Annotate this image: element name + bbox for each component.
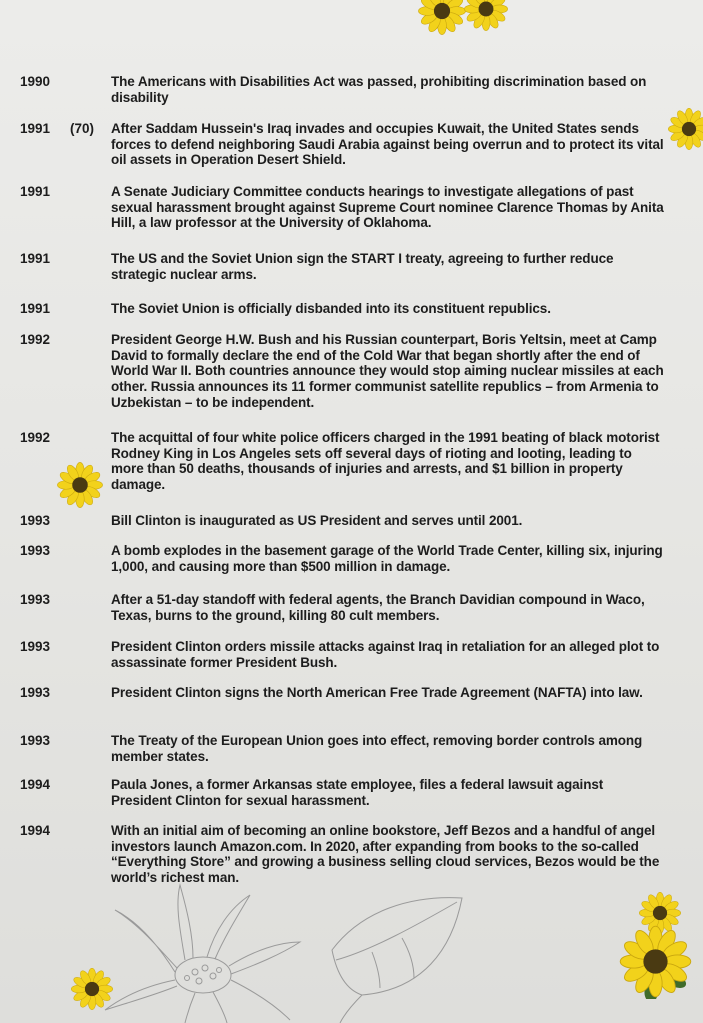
entry-text: Bill Clinton is inaugurated as US President and serves until 2001.: [111, 513, 523, 528]
entry-text: A Senate Judiciary Committee conducts hearings to investigate allegations of past sexual harassment brought against Supreme Court nominee Clarence Thomas by Anita Hill, a law professor at the University of Oklahoma.: [111, 184, 664, 231]
entry-text: A bomb explodes in the basement garage of the World Trade Center, killing six, injuring 1,000, and causing more than $500 million in damage.: [111, 543, 663, 574]
entry-year: 1993: [20, 639, 51, 654]
entry-text: President Clinton orders missile attacks against Iraq in retaliation for an alleged plot to assassinate former President Bush.: [111, 639, 660, 670]
entry-text: The Americans with Disabilities Act was passed, prohibiting discrimination based on disability: [111, 74, 647, 105]
entry-year: 1993: [20, 733, 51, 748]
entry-year: 1993: [20, 592, 51, 607]
entry-year: 1991: [20, 121, 51, 136]
entry-note: (70): [70, 121, 95, 136]
sunflower-icon: [618, 924, 693, 999]
entry-text: With an initial aim of becoming an online bookstore, Jeff Bezos and a handful of angel investors launch Amazon.com. In 2020, after expanding from books to the so-called “Everything Store” and growing a business selling cloud services, Bezos would be the world’s richest man.: [111, 823, 660, 886]
entry-text: The acquittal of four white police officers charged in the 1991 beating of black motorist Rodney King in Los Angeles sets off several days of rioting and looting, leading to more than 50 deaths, thousands of injuries and arrests, and $1 billion in property damage.: [111, 430, 660, 493]
entry-year: 1994: [20, 823, 51, 838]
entry-year: 1990: [20, 74, 51, 89]
entry-text: After Saddam Hussein's Iraq invades and occupies Kuwait, the United States sends forces to defend neighboring Saudi Arabia against being overrun and to protect its vital oil assets in Operation Desert Shield.: [111, 121, 664, 168]
sunflower-icon: [56, 461, 104, 509]
entry-year: 1991: [20, 184, 51, 199]
sketched-flower-icon: [95, 880, 305, 1023]
entry-text: President George H.W. Bush and his Russian counterpart, Boris Yeltsin, meet at Camp David to formally declare the end of the Cold War that began shortly after the end of World War II. Both countries announce they would stop aiming nuclear missiles at each other. Russia announces its 11 former communist satellite republics – from Armenia to Uzbekistan – to be independent.: [111, 332, 664, 410]
entry-year: 1993: [20, 685, 51, 700]
sunflower-icon: [455, 0, 517, 32]
entry-year: 1994: [20, 777, 51, 792]
entry-text: Paula Jones, a former Arkansas state employee, files a federal lawsuit against President Clinton for sexual harassment.: [111, 777, 604, 808]
entry-text: The US and the Soviet Union sign the START I treaty, agreeing to further reduce strategic nuclear arms.: [111, 251, 614, 282]
entry-text: The Soviet Union is officially disbanded into its constituent republics.: [111, 301, 551, 316]
sunflower-icon: [70, 967, 114, 1011]
entry-text: After a 51-day standoff with federal agents, the Branch Davidian compound in Waco, Texas, burns to the ground, killing 80 cult members.: [111, 592, 645, 623]
entry-year: 1992: [20, 332, 51, 347]
entry-text: President Clinton signs the North American Free Trade Agreement (NAFTA) into law.: [111, 685, 643, 700]
entry-text: The Treaty of the European Union goes into effect, removing border controls among member states.: [111, 733, 643, 764]
sunflower-icon: [667, 107, 703, 151]
sketched-leaf-icon: [322, 880, 472, 1023]
entry-year: 1993: [20, 513, 51, 528]
entry-year: 1991: [20, 301, 51, 316]
entry-year: 1993: [20, 543, 51, 558]
entry-year: 1991: [20, 251, 51, 266]
entry-year: 1992: [20, 430, 51, 445]
